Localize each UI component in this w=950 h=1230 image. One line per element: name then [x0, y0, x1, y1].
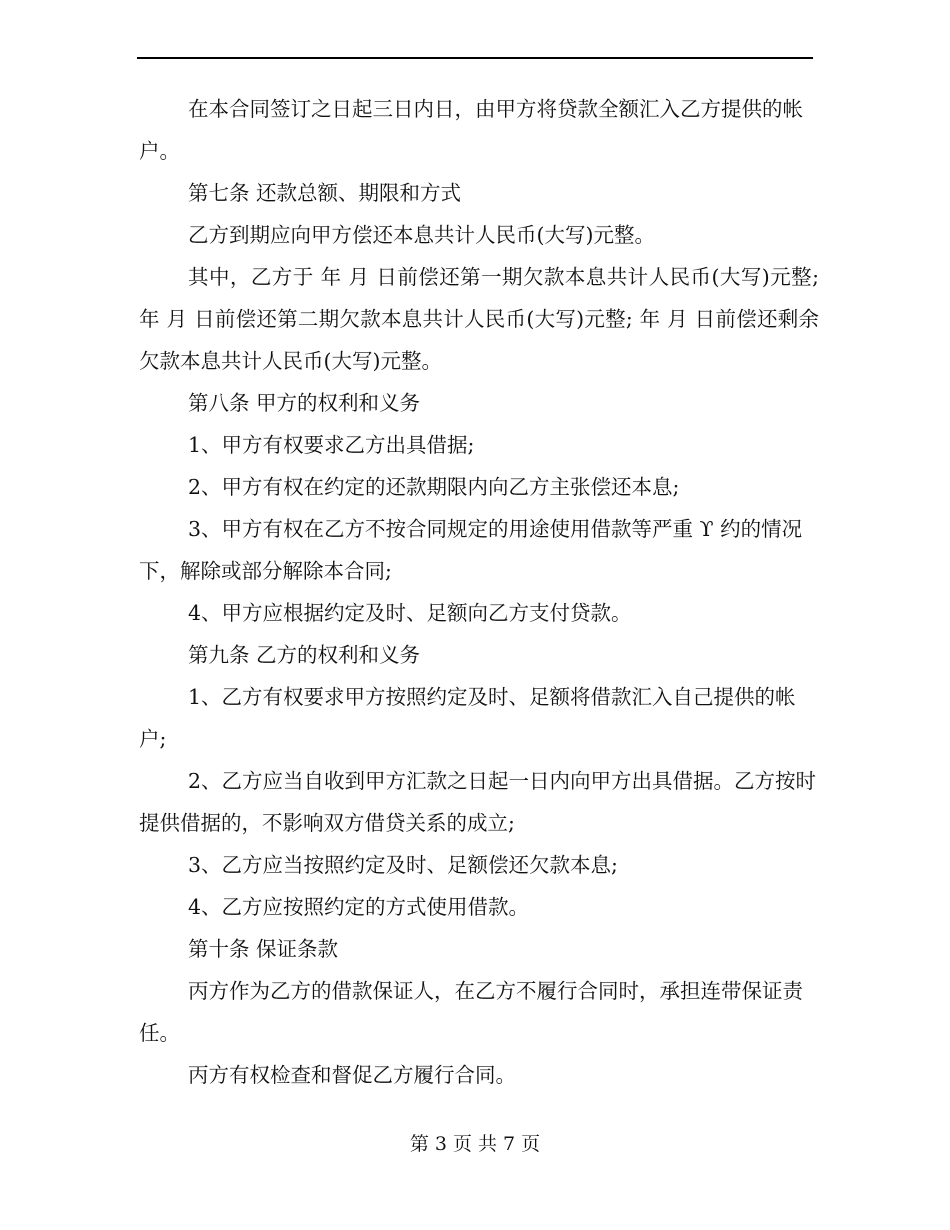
paragraph-repayment-schedule: 其中，乙方于 年 月 日前偿还第一期欠款本息共计人民币(大写)元整; 年 月 日前偿还第二期欠款本息共计人民币(大写)元整; 年 月 日前偿还剩余欠款本息共计人民币(大写)元整。	[139, 265, 819, 373]
article-10-heading: 第十条 保证条款	[188, 937, 339, 961]
party-a-item-4: 4、甲方应根据约定及时、足额向乙方支付贷款。	[188, 601, 632, 625]
page-number: 第 3 页 共 7 页	[409, 1133, 541, 1155]
document-body	[139, 88, 819, 1096]
party-b-item-1: 1、乙方有权要求甲方按照约定及时、足额将借款汇入自己提供的帐户;	[139, 685, 796, 751]
party-b-item-2: 2、乙方应当自收到甲方汇款之日起一日内向甲方出具借据。乙方按时提供借据的，不影响双方借贷关系的成立;	[139, 769, 817, 835]
paragraph-repayment-total: 乙方到期应向甲方偿还本息共计人民币(大写)元整。	[188, 223, 655, 247]
party-b-item-4: 4、乙方应按照约定的方式使用借款。	[188, 895, 530, 919]
header-rule	[137, 57, 813, 59]
party-a-item-3: 3、甲方有权在乙方不按合同规定的用途使用借款等严重 ϒ 约的情况下，解除或部分解除本合同;	[139, 517, 803, 583]
guarantee-paragraph-2: 丙方有权检查和督促乙方履行合同。	[188, 1063, 516, 1087]
party-b-item-3: 3、乙方应当按照约定及时、足额偿还欠款本息;	[188, 853, 618, 877]
article-7-heading: 第七条 还款总额、期限和方式	[188, 181, 462, 205]
guarantee-paragraph-1: 丙方作为乙方的借款保证人，在乙方不履行合同时，承担连带保证责任。	[139, 979, 803, 1045]
article-8-heading: 第八条 甲方的权利和义务	[188, 391, 421, 415]
party-a-item-1: 1、甲方有权要求乙方出具借据;	[188, 433, 475, 457]
paragraph-funding: 在本合同签订之日起三日内日，由甲方将贷款全额汇入乙方提供的帐户。	[139, 97, 803, 163]
party-a-item-2: 2、甲方有权在约定的还款期限内向乙方主张偿还本息;	[188, 475, 680, 499]
article-9-heading: 第九条 乙方的权利和义务	[188, 643, 421, 667]
